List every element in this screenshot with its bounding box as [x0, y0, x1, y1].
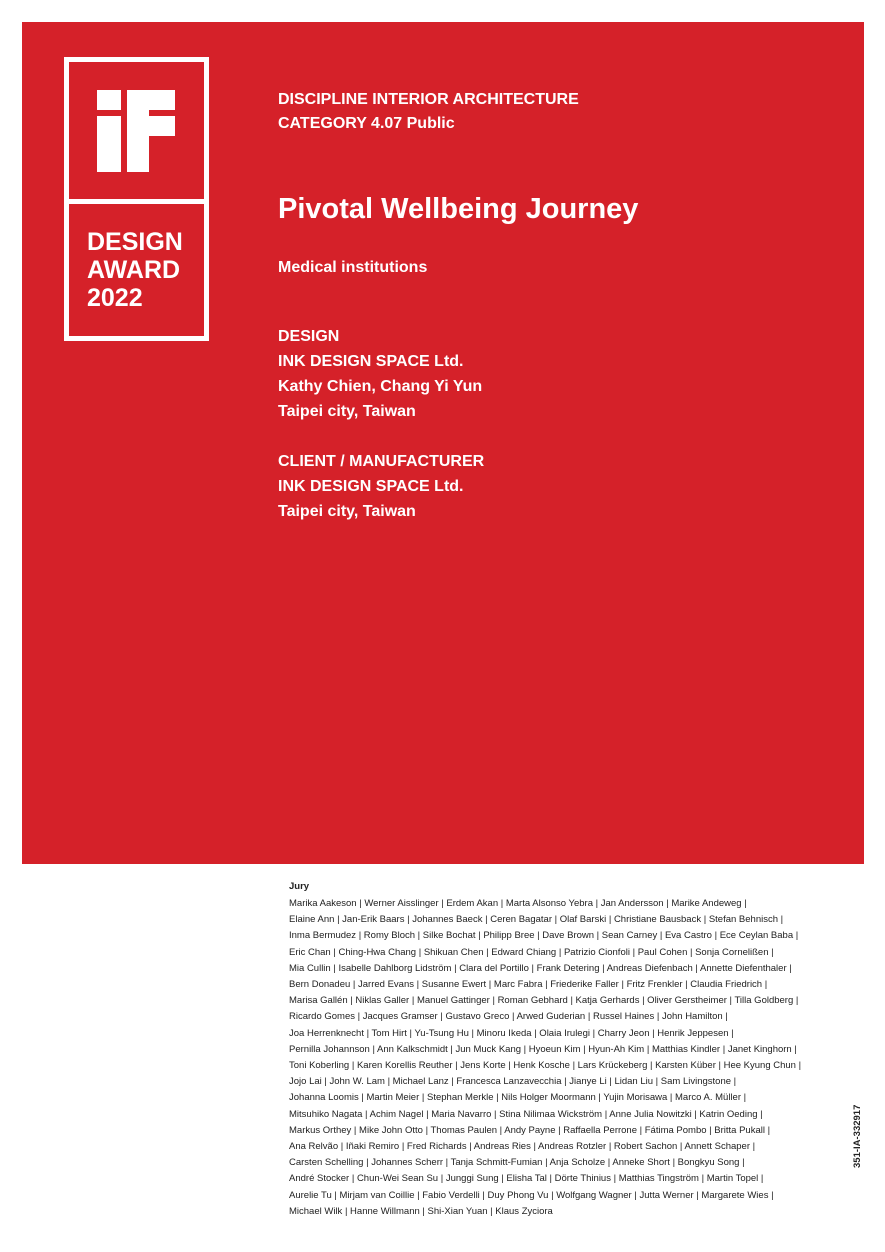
- logo-line-award: AWARD: [87, 256, 181, 284]
- discipline-label: DISCIPLINE INTERIOR ARCHITECTURE: [278, 91, 579, 108]
- jury-line: Aurelie Tu | Mirjam van Coillie | Fabio Verdelli | Duy Phong Vu | Wolfgang Wagner | Jutta Werner | Margarete Wies |: [289, 1189, 774, 1201]
- document-code: 351-IA-332917: [852, 1104, 863, 1168]
- jury-line: Eric Chan | Ching-Hwa Chang | Shikuan Chen | Edward Chiang | Patrizio Cionfoli | Paul Cohen | Sonja Cornelißen |: [289, 946, 774, 958]
- jury-line: Johanna Loomis | Martin Meier | Stephan Merkle | Nils Holger Moormann | Yujin Morisawa | Marco A. Müller |: [289, 1092, 747, 1104]
- if-design-award-logo: [64, 57, 209, 341]
- jury-line: Marisa Gallén | Niklas Galler | Manuel Gattinger | Roman Gebhard | Katja Gerhards | Oliver Gerstheimer | Tilla Goldberg |: [289, 995, 799, 1007]
- jury-title: Jury: [289, 881, 310, 892]
- logo-text: [87, 228, 183, 312]
- jury-line: André Stocker | Chun-Wei Sean Su | Junggi Sung | Elisha Tal | Dörte Thinius | Matthias Tingström | Martin Topel |: [289, 1173, 764, 1185]
- jury-line: Carsten Schelling | Johannes Scherr | Tanja Schmitt-Fumian | Anja Scholze | Anneke Short | Bongkyu Song |: [289, 1157, 745, 1169]
- design-block: [278, 324, 482, 424]
- project-subtitle: Medical institutions: [278, 259, 428, 276]
- project-title: Pivotal Wellbeing Journey: [278, 193, 639, 225]
- jury-line: Elaine Ann | Jan-Erik Baars | Johannes Baeck | Ceren Bagatar | Olaf Barski | Christiane Bausback | Stefan Behnisch |: [289, 914, 784, 926]
- jury-line: Mitsuhiko Nagata | Achim Nagel | Maria Navarro | Stina Nilimaa Wickström | Anne Julia Nowitzki | Katrin Oeding |: [289, 1108, 763, 1120]
- logo-line-year: 2022: [87, 284, 143, 312]
- client-company: INK DESIGN SPACE Ltd.: [278, 478, 464, 495]
- logo-line-design: DESIGN: [87, 228, 183, 256]
- if-logo-mark: [97, 90, 177, 172]
- jury-line: Jojo Lai | John W. Lam | Michael Lanz | Francesca Lanzavecchia | Jianye Li | Lidan Liu | Sam Livingstone |: [289, 1076, 737, 1088]
- client-block: [278, 449, 484, 524]
- jury-line: Ana Relvão | Iñaki Remiro | Fred Richards | Andreas Ries | Andreas Rotzler | Robert Sachon | Annett Schaper |: [289, 1141, 756, 1153]
- client-heading: CLIENT / MANUFACTURER: [278, 453, 485, 470]
- design-designers: Kathy Chien, Chang Yi Yun: [278, 378, 483, 395]
- design-heading: DESIGN: [278, 328, 340, 345]
- jury-section: [289, 880, 849, 1220]
- category-label: CATEGORY 4.07 Public: [278, 115, 455, 132]
- jury-line: Joa Herrenknecht | Tom Hirt | Yu-Tsung Hu | Minoru Ikeda | Olaia Irulegi | Charry Jeon | Henrik Jeppesen |: [289, 1027, 734, 1039]
- client-location: Taipei city, Taiwan: [278, 503, 416, 520]
- jury-line: Inma Bermudez | Romy Bloch | Silke Bochat | Philipp Bree | Dave Brown | Sean Carney | Eva Castro | Ece Ceylan Baba |: [289, 930, 799, 942]
- jury-line: Pernilla Johannson | Ann Kalkschmidt | Jun Muck Kang | Hyoeun Kim | Hyun-Ah Kim | Matthias Kindler | Janet Kinghorn |: [289, 1043, 797, 1055]
- design-company: INK DESIGN SPACE Ltd.: [278, 353, 464, 370]
- jury-line: Markus Orthey | Mike John Otto | Thomas Paulen | Andy Payne | Raffaella Perrone | Fátima Pombo | Britta Pukall |: [289, 1124, 771, 1136]
- jury-line: Michael Wilk | Hanne Willmann | Shi-Xian Yuan | Klaus Zyciora: [289, 1205, 553, 1217]
- logo-divider: [69, 199, 204, 204]
- discipline-block: [278, 88, 579, 136]
- jury-line: Marika Aakeson | Werner Aisslinger | Erdem Akan | Marta Alsonso Yebra | Jan Andersson | Marike Andeweg |: [289, 898, 747, 909]
- jury-line: Toni Koberling | Karen Korellis Reuther | Jens Korte | Henk Kosche | Lars Krückeberg | Karsten Küber | Hee Kyung Chun |: [289, 1060, 802, 1072]
- jury-line: Ricardo Gomes | Jacques Gramser | Gustavo Greco | Arwed Guderian | Russel Haines | John Hamilton |: [289, 1011, 728, 1023]
- design-location: Taipei city, Taiwan: [278, 403, 416, 420]
- jury-line: Bern Donadeu | Jarred Evans | Susanne Ewert | Marc Fabra | Friederike Faller | Fritz Frenkler | Claudia Friedrich |: [289, 979, 768, 991]
- jury-line: Mia Cullin | Isabelle Dahlborg Lidström | Clara del Portillo | Frank Detering | Andreas Diefenbach | Annette Diefenthaler |: [289, 962, 792, 974]
